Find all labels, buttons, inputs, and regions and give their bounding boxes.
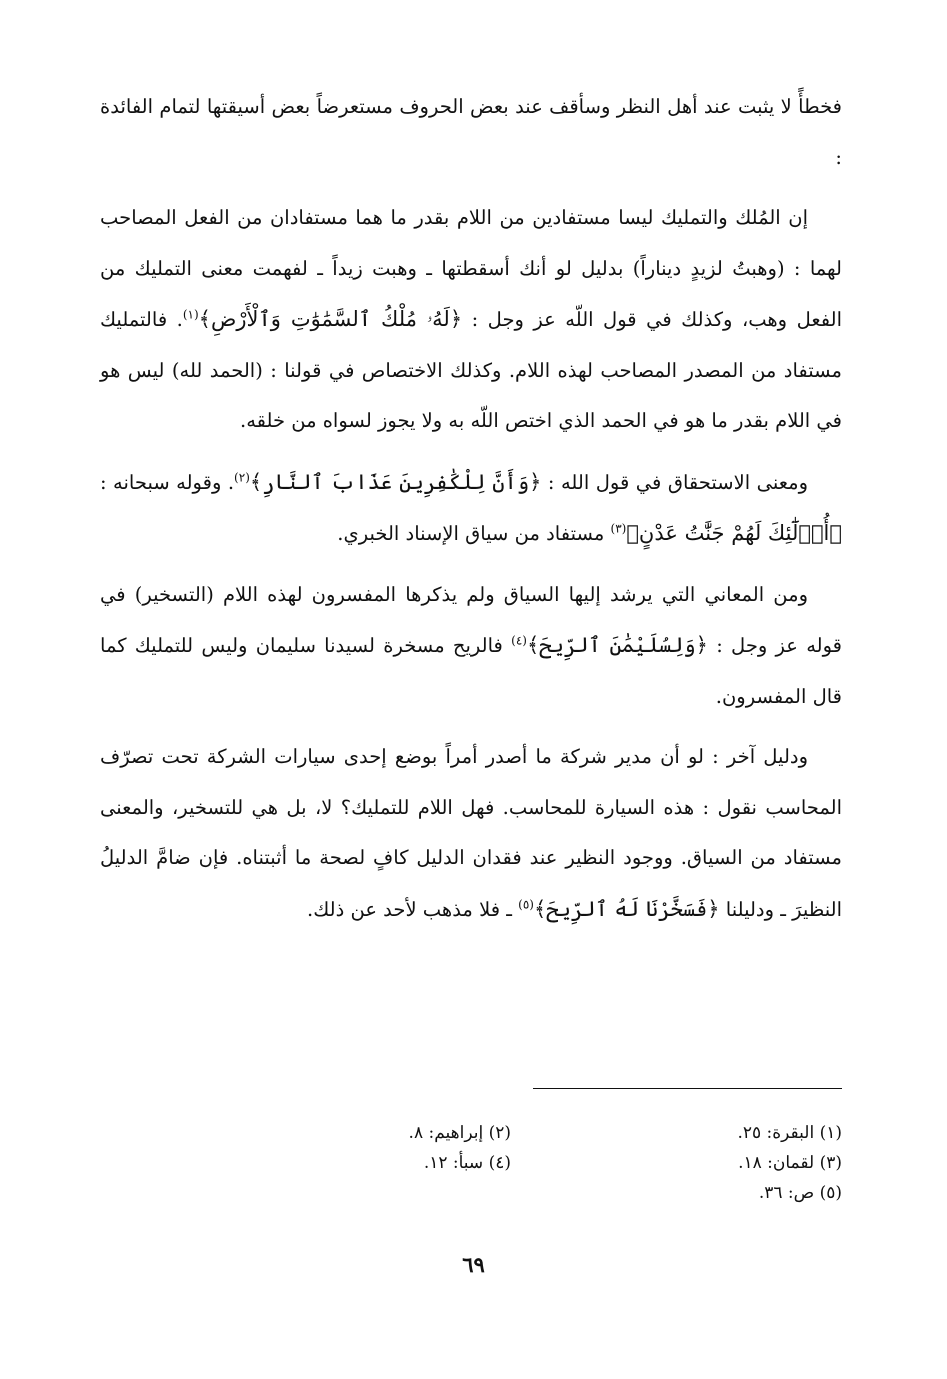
footnote-ref: (٢) xyxy=(234,470,250,484)
paragraph-text: إن المُلك والتمليك ليسا مستفادين من اللام بقدر ما هما مستفادان من الفعل المصاحب لهما : (وهبتُ لزيدٍ ديناراً) بدليل لو أنك أسقطتها ـ وهبت زيداً ـ لفهمت معنى التمليك من الفعل وهب، وكذلك في قول اللّه عز وجل : xyxy=(100,206,842,331)
paragraph xyxy=(100,570,842,723)
paragraph-text: ومعنى الاستحقاق في قول الله : xyxy=(541,470,808,494)
footnote-ref: (٤) xyxy=(511,633,527,648)
body-text xyxy=(100,82,842,945)
footnote-row xyxy=(180,1178,842,1208)
paragraph-text: ودليل آخر : لو أن مدير شركة ما أصدر أمراً بوضع إحدى سيارات الشركة تحت تصرّف المحاسب نقول : هذه السيارة للمحاسب. فهل اللام للتمليك؟ لا، بل هي للتسخير، والمعنى مستفاد من السياق. ووجود النظير عند فقدان الدليل كافٍ لصحة ما أثبتناه. فإن ضامَّ الدليلُ النظيرَ ـ ودليلنا xyxy=(100,745,842,921)
footnote-ref: (٣) xyxy=(610,521,627,536)
paragraph-text: . وقوله سبحانه : xyxy=(100,470,235,494)
footnote-5: (٥) ص: ٣٦. xyxy=(758,1183,842,1203)
quran-verse: ﴿أُو۟لَٰٓئِكَ لَهُمْ جَنَّٰتُ عَدْنٍ﴾ xyxy=(626,521,842,545)
paragraph-text: مستفاد من سياق الإسناد الخبري. xyxy=(337,522,611,545)
footnotes xyxy=(180,1118,842,1208)
paragraph-text: ـ فلا مذهب لأحد عن ذلك. xyxy=(307,897,519,921)
paragraph-text: فخطأً لا يثبت عند أهل النظر وسأقف عند بعض الحروف مستعرضاً بعض أسيقتها لتمام الفائدة : xyxy=(100,95,842,169)
footnote-1: (١) البقرة: ٢٥. xyxy=(737,1123,842,1143)
footnote-4: (٤) سبأ: ١٢. xyxy=(423,1153,511,1173)
paragraph xyxy=(100,732,842,935)
footnote-row xyxy=(180,1118,842,1148)
paragraph-text: فالريح مسخرة لسيدنا سليمان وليس للتمليك كما قال المفسرون. xyxy=(100,634,842,708)
paragraph-text: . فالتمليك مستفاد من المصدر المصاحب لهذه اللام. وكذلك الاختصاص في قولنا : (الحمد لله) ليس هو في اللام بقدر ما هو في الحمد الذي اختص اللّه به ولا يجوز لسواه من خلقه. xyxy=(100,308,842,432)
paragraph xyxy=(100,193,842,447)
quran-verse: ﴿وَلِسُلَيْمَٰنَ ٱلرِّيحَ﴾ xyxy=(526,633,708,657)
footnote-row xyxy=(180,1148,842,1178)
page-number: ٦٩ xyxy=(462,1252,485,1277)
quran-verse: ﴿لَهُۥ مُلْكُ ٱلسَّمَٰوَٰتِ وَٱلْأَرْضِ﴾ xyxy=(198,307,463,331)
footnote-ref: (٥) xyxy=(518,897,534,911)
paragraph xyxy=(100,82,842,183)
quran-verse: ﴿وَأَنَّ لِلْكَٰفِرِينَ عَذَابَ ٱلنَّارِ﴾ xyxy=(249,469,542,494)
footnote-ref: (١) xyxy=(182,307,199,322)
paragraph-text: ومن المعاني التي يرشد إليها السياق ولم يذكرها المفسرون لهذه اللام (التسخير) في قوله عز وجل : xyxy=(100,582,842,657)
paragraph xyxy=(100,457,842,560)
footnote-2: (٢) إبراهيم: ٨. xyxy=(408,1123,511,1143)
footnote-separator xyxy=(533,1088,842,1089)
quran-verse: ﴿فَسَخَّرْنَا لَهُ ٱلرِّيحَ﴾ xyxy=(533,896,720,921)
footnote-3: (٣) لقمان: ١٨. xyxy=(738,1153,842,1173)
